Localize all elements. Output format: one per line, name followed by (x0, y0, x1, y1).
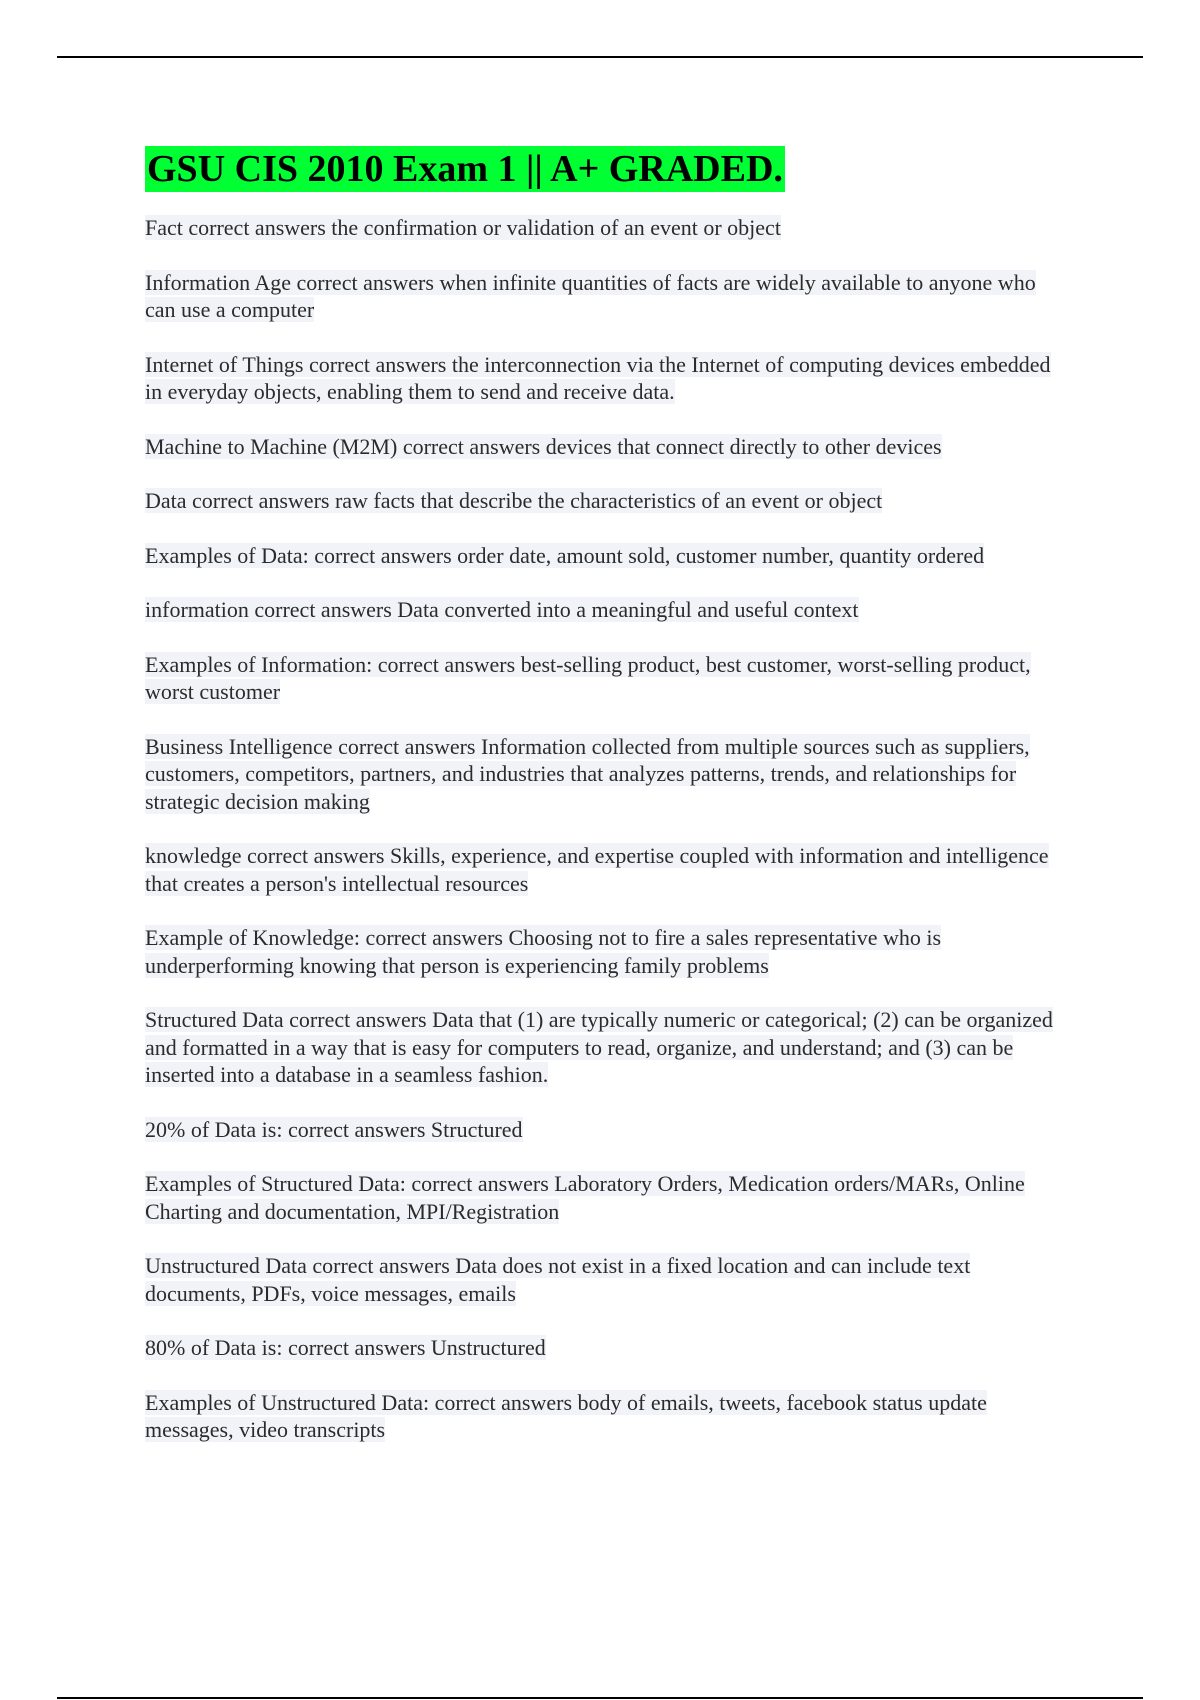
qa-entry: Examples of Data: correct answers order date, amount sold, customer number, quantity ordered (145, 542, 985, 568)
qa-entry: 80% of Data is: correct answers Unstructured (145, 1335, 546, 1360)
qa-list (145, 214, 1055, 1444)
qa-entry: Example of Knowledge: correct answers Choosing not to fire a sales representative who is underperforming knowing that person is experiencing family problems (145, 925, 942, 978)
qa-entry: Information Age correct answers when infinite quantities of facts are widely available to anyone who can use a computer (145, 269, 1036, 322)
qa-entry: Examples of Structured Data: correct answers Laboratory Orders, Medication orders/MARs, Online Charting and documentation, MPI/Registration (145, 1171, 1025, 1224)
qa-entry: knowledge correct answers Skills, experience, and expertise coupled with information and intelligence that creates a person's intellectual resources (145, 843, 1049, 896)
document-body (145, 146, 1055, 1471)
qa-entry: Data correct answers raw facts that describe the characteristics of an event or object (145, 488, 883, 513)
qa-entry: Machine to Machine (M2M) correct answers devices that connect directly to other devices (145, 433, 942, 459)
qa-entry: Internet of Things correct answers the interconnection via the Internet of computing devices embedded in everyday objects, enabling them to send and receive data. (145, 351, 1051, 404)
document-title: GSU CIS 2010 Exam 1 || A+ GRADED. (147, 148, 783, 190)
qa-entry: Unstructured Data correct answers Data does not exist in a fixed location and can include text documents, PDFs, voice messages, emails (145, 1253, 971, 1306)
qa-entry: information correct answers Data converted into a meaningful and useful context (145, 597, 859, 622)
page-bottom-rule (57, 1697, 1143, 1699)
qa-entry: 20% of Data is: correct answers Structured (145, 1116, 523, 1142)
page-top-rule (57, 56, 1143, 58)
qa-entry: Business Intelligence correct answers Information collected from multiple sources such as suppliers, customers, competitors, partners, and industries that analyzes patterns, trends, and relationships for strategic decision making (145, 733, 1030, 814)
qa-entry: Structured Data correct answers Data that (1) are typically numeric or categorical; (2) can be organized and formatted in a way that is easy for computers to read, organize, and understand; and (3) can be inserted into a database in a seamless fashion. (145, 1007, 1053, 1087)
qa-entry: Fact correct answers the confirmation or validation of an event or object (145, 215, 781, 240)
qa-entry: Examples of Information: correct answers best-selling product, best customer, worst-selling product, worst customer (145, 651, 1031, 704)
qa-entry: Examples of Unstructured Data: correct answers body of emails, tweets, facebook status update messages, video transcripts (145, 1389, 987, 1442)
